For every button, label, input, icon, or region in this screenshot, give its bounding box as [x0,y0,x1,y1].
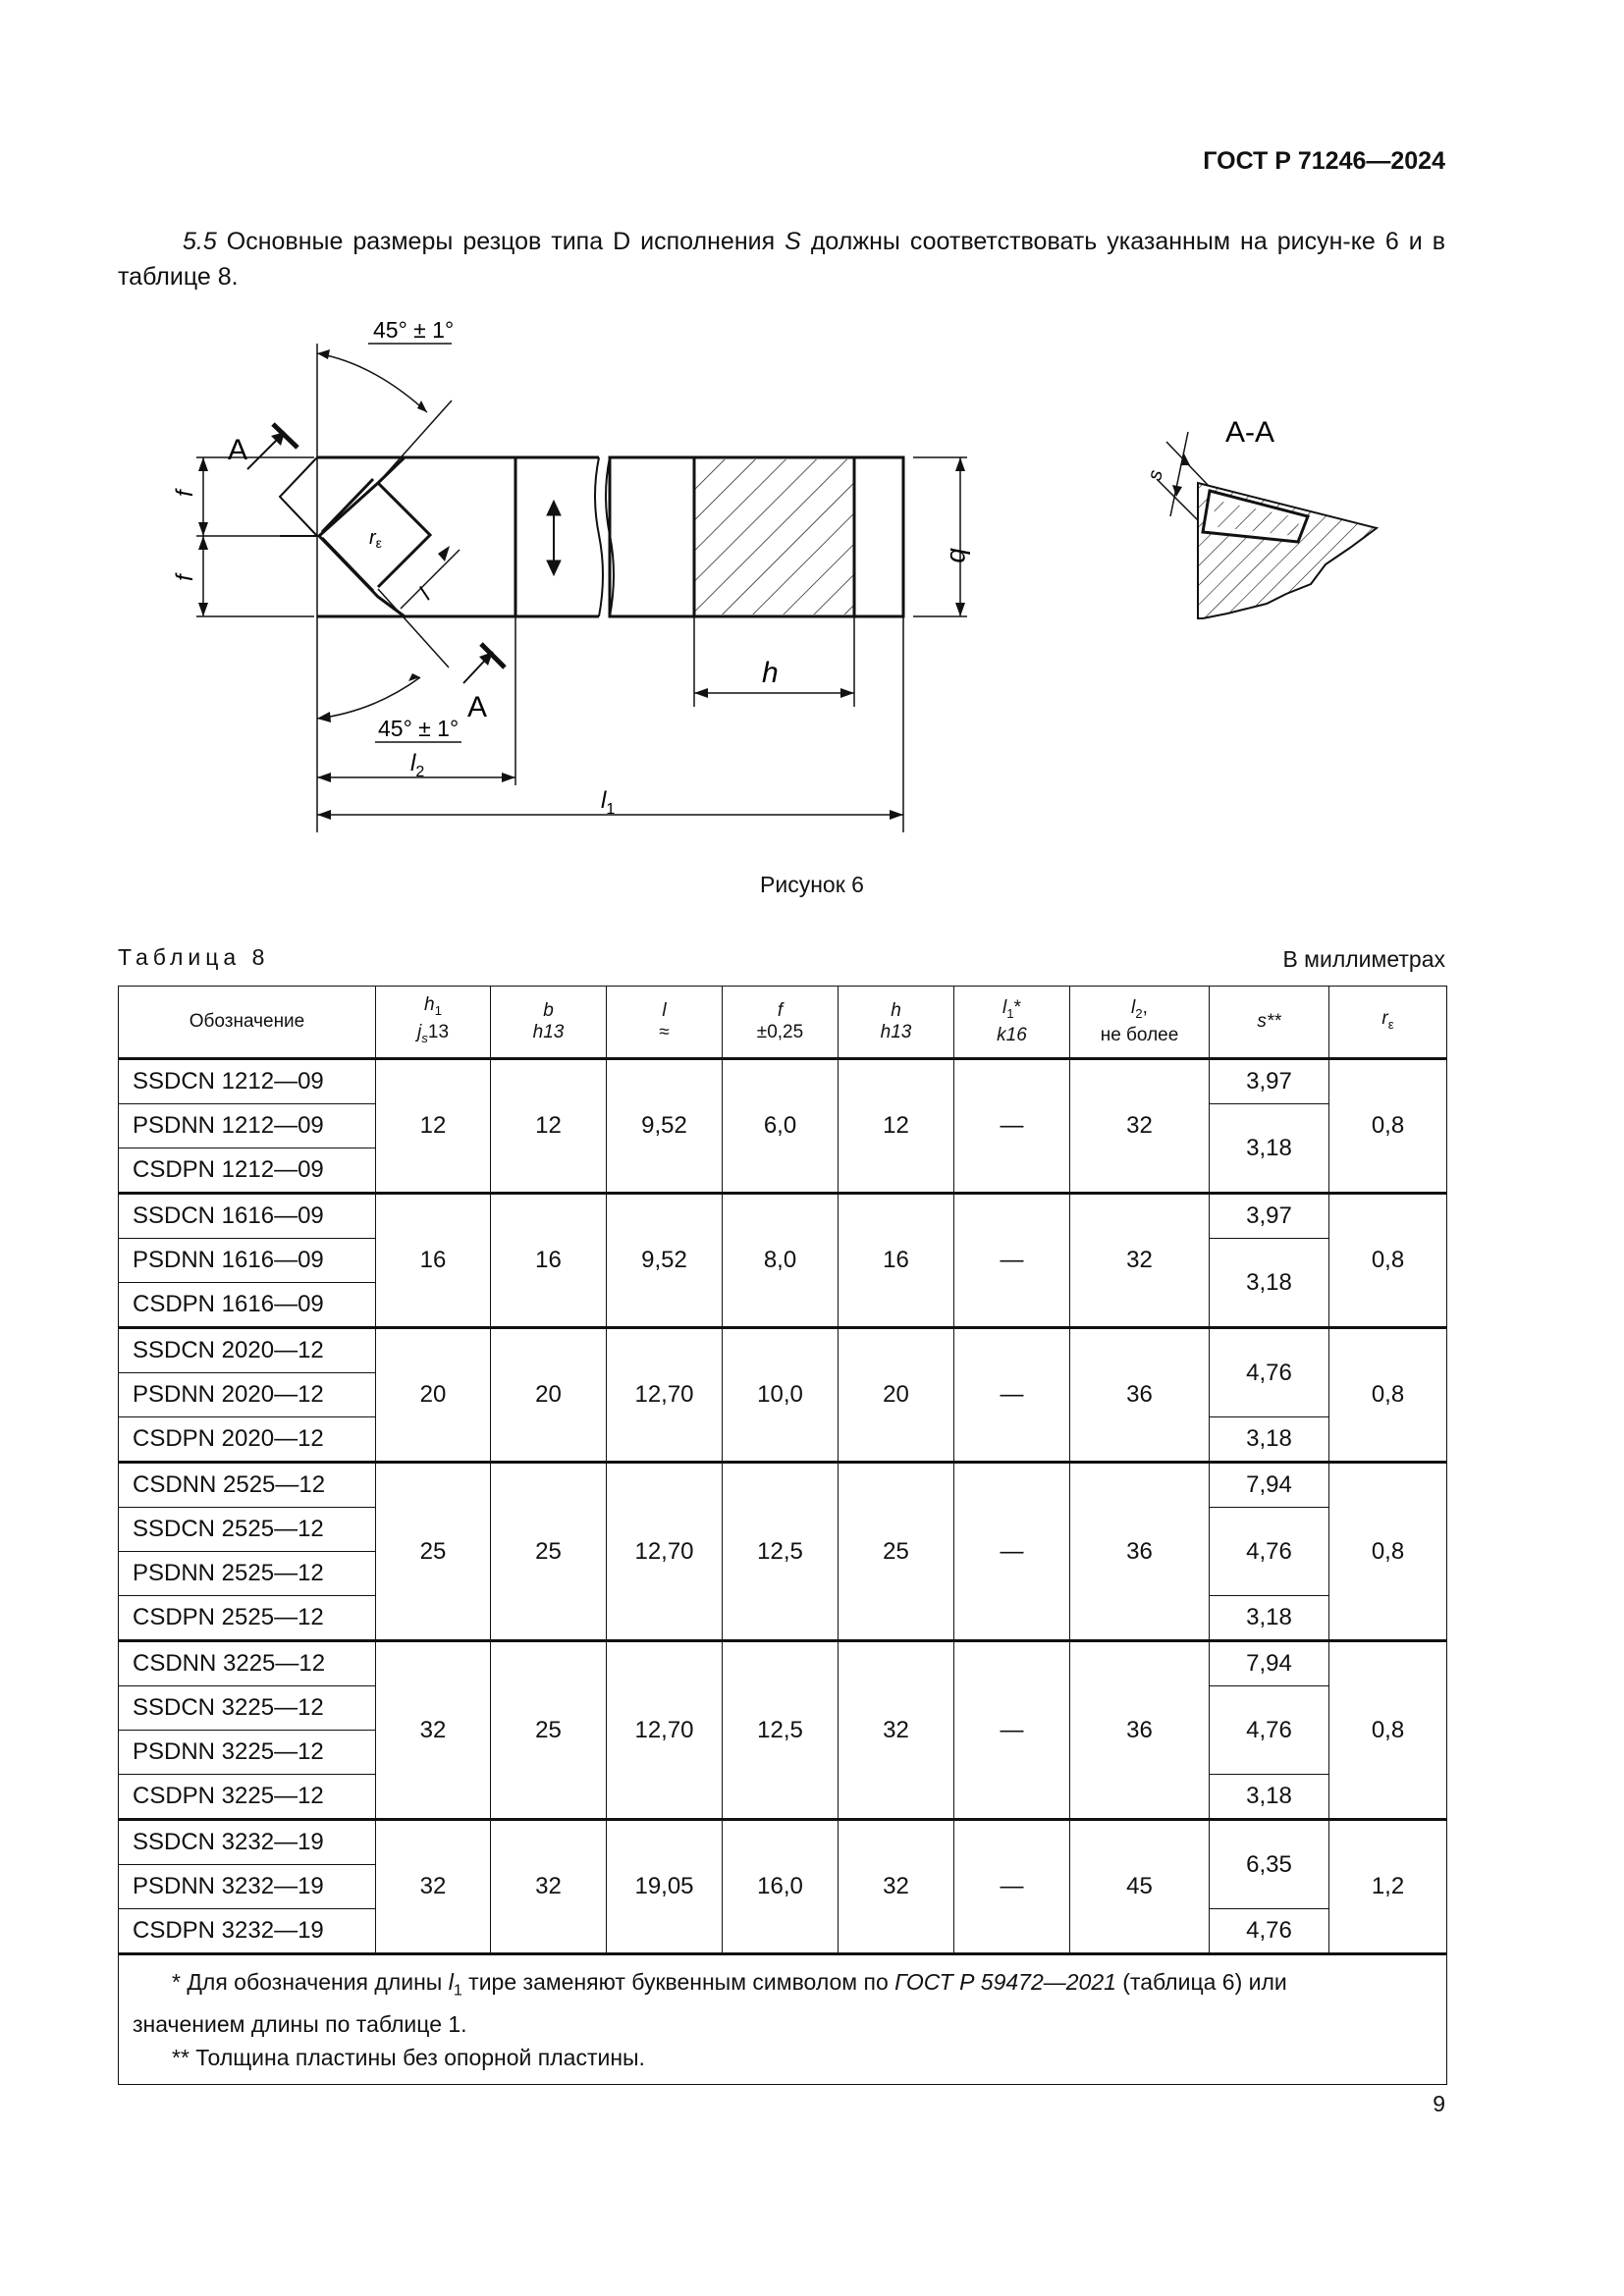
table-row [119,1820,1447,1865]
intro-text-before: Основные размеры резцов типа D исполнения [216,228,785,255]
h-cell: 20 [839,1328,954,1463]
l1-cell: — [954,1328,1070,1463]
designation-cell: CSDPN 1212—09 [119,1148,376,1194]
col-designation: Обозначение [119,987,376,1059]
l2-cell: 45 [1070,1820,1210,1954]
designation-cell: CSDPN 1616—09 [119,1283,376,1328]
designation-cell: PSDNN 1212—09 [119,1104,376,1148]
figure-6 [167,314,1414,869]
table-notes [119,1954,1447,2085]
l1-cell: — [954,1463,1070,1641]
s-cell: 4,76 [1210,1328,1329,1417]
l2-cell: 32 [1070,1194,1210,1328]
h1-cell: 16 [376,1194,491,1328]
l2-cell: 36 [1070,1641,1210,1820]
col-s: s** [1210,987,1329,1059]
s-cell: 3,18 [1210,1775,1329,1820]
h-cell: 32 [839,1820,954,1954]
designation-cell: CSDNN 3225—12 [119,1641,376,1686]
intro-text-after: должны соответствовать указанным на рисун-ке 6 и в таблице 8. [118,228,1445,291]
h-cell: 12 [839,1059,954,1194]
s-cell: 4,76 [1210,1686,1329,1775]
table-units: В миллиметрах [1282,946,1445,972]
s-cell: 7,94 [1210,1641,1329,1686]
l2-label: $l_2$ [410,750,425,780]
angle-top-label: 45° ± 1° [373,317,455,343]
f-cell: 10,0 [723,1328,839,1463]
b-cell: 25 [491,1463,607,1641]
l1-cell: — [954,1641,1070,1820]
intro-variant: S [785,228,801,255]
designation-cell: PSDNN 3225—12 [119,1731,376,1775]
f-cell: 12,5 [723,1641,839,1820]
b-label: b [945,548,975,563]
section-marker-bottom [463,644,505,723]
l-cell: 9,52 [607,1059,723,1194]
s-cell: 4,76 [1210,1508,1329,1596]
col-r: $r_\varepsilon$ [1329,987,1447,1059]
footnote-1: * Для обозначения длины $l_1$ тире заменяют буквенным символом по ГОСТ Р 59472—2021 (таблица 6) или [172,1969,1287,2000]
dimensions-table [118,986,1447,2085]
l1-label: $l_1$ [601,787,616,818]
intro-paragraph [118,224,1445,294]
h-cell: 25 [839,1463,954,1641]
designation-cell: SSDCN 2525—12 [119,1508,376,1552]
h-label: h [762,657,779,689]
designation-cell: CSDPN 3232—19 [119,1909,376,1954]
l2-cell: 36 [1070,1328,1210,1463]
h1-cell: 32 [376,1641,491,1820]
b-cell: 25 [491,1641,607,1820]
l2-cell: 36 [1070,1463,1210,1641]
table-header-row [119,987,1447,1059]
section-title: А-А [1225,416,1275,449]
s-cell: 3,18 [1210,1596,1329,1641]
b-cell: 16 [491,1194,607,1328]
page-number: 9 [1433,2091,1445,2116]
col-l2: $l_2$, не более [1070,987,1210,1059]
designation-cell: SSDCN 1616—09 [119,1194,376,1239]
f-cell: 12,5 [723,1463,839,1641]
footnote-2: ** Толщина пластины без опорной пластины. [172,2044,645,2070]
s-label: s [1144,468,1167,482]
l-cell: 9,52 [607,1194,723,1328]
table-row [119,1641,1447,1686]
table-title: Таблица 8 [118,944,270,970]
r-cell: 0,8 [1329,1194,1447,1328]
col-f: f ±0,25 [723,987,839,1059]
h1-cell: 12 [376,1059,491,1194]
designation-cell: PSDNN 3232—19 [119,1865,376,1909]
table-row [119,1059,1447,1104]
designation-cell: SSDCN 1212—09 [119,1059,376,1104]
designation-cell: CSDPN 2020—12 [119,1417,376,1463]
section-marker-top [228,424,298,469]
footnote-1-cont: значением длины по таблице 1. [133,2010,467,2037]
r-cell: 0,8 [1329,1059,1447,1194]
r-cell: 0,8 [1329,1328,1447,1463]
angle-bottom-label: 45° ± 1° [378,716,460,741]
section-view-aa [1144,416,1377,618]
s-cell: 7,94 [1210,1463,1329,1508]
s-cell: 3,18 [1210,1239,1329,1328]
l-cell: 12,70 [607,1641,723,1820]
figure-caption: Рисунок 6 [760,872,864,897]
s-cell: 4,76 [1210,1909,1329,1954]
l1-cell: — [954,1059,1070,1194]
b-cell: 12 [491,1059,607,1194]
h-cell: 16 [839,1194,954,1328]
col-h: h h13 [839,987,954,1059]
r-cell: 0,8 [1329,1463,1447,1641]
designation-cell: SSDCN 3225—12 [119,1686,376,1731]
feed-arrow [547,501,561,575]
section-hatch [694,459,854,614]
f-top-label: f [172,490,198,497]
r-cell: 1,2 [1329,1820,1447,1954]
h1-cell: 20 [376,1328,491,1463]
l-cell: 12,70 [607,1328,723,1463]
section-letter-top: А [228,434,248,466]
l-label: l [413,583,435,605]
h1-cell: 32 [376,1820,491,1954]
s-cell: 3,97 [1210,1194,1329,1239]
l-cell: 19,05 [607,1820,723,1954]
col-l1: $l_1*$ k16 [954,987,1070,1059]
f-bottom-label: f [172,574,198,581]
designation-cell: CSDNN 2525—12 [119,1463,376,1508]
designation-cell: CSDPN 2525—12 [119,1596,376,1641]
clause-number: 5.5 [183,228,217,255]
standard-header: ГОСТ Р 71246—2024 [1203,147,1445,175]
l1-cell: — [954,1820,1070,1954]
section-letter-bottom: А [467,691,488,723]
h-cell: 32 [839,1641,954,1820]
designation-cell: PSDNN 2020—12 [119,1373,376,1417]
h1-cell: 25 [376,1463,491,1641]
table-row [119,1463,1447,1508]
f-cell: 16,0 [723,1820,839,1954]
l-cell: 12,70 [607,1463,723,1641]
f-cell: 8,0 [723,1194,839,1328]
l1-cell: — [954,1194,1070,1328]
s-cell: 3,18 [1210,1417,1329,1463]
s-cell: 3,97 [1210,1059,1329,1104]
designation-cell: PSDNN 2525—12 [119,1552,376,1596]
b-cell: 20 [491,1328,607,1463]
designation-cell: PSDNN 1616—09 [119,1239,376,1283]
col-b: b h13 [491,987,607,1059]
r-cell: 0,8 [1329,1641,1447,1820]
s-cell: 3,18 [1210,1104,1329,1194]
r-label: $r_\varepsilon$ [369,527,382,551]
cutter-drawing [167,314,1414,864]
designation-cell: CSDPN 3225—12 [119,1775,376,1820]
s-cell: 6,35 [1210,1820,1329,1909]
table-row [119,1194,1447,1239]
table-row [119,1328,1447,1373]
l2-cell: 32 [1070,1059,1210,1194]
designation-cell: SSDCN 3232—19 [119,1820,376,1865]
f-cell: 6,0 [723,1059,839,1194]
col-h1: $h_1$ $j_s13$ [376,987,491,1059]
col-l: l ≈ [607,987,723,1059]
table-notes-row [119,1954,1447,2085]
designation-cell: SSDCN 2020—12 [119,1328,376,1373]
b-cell: 32 [491,1820,607,1954]
